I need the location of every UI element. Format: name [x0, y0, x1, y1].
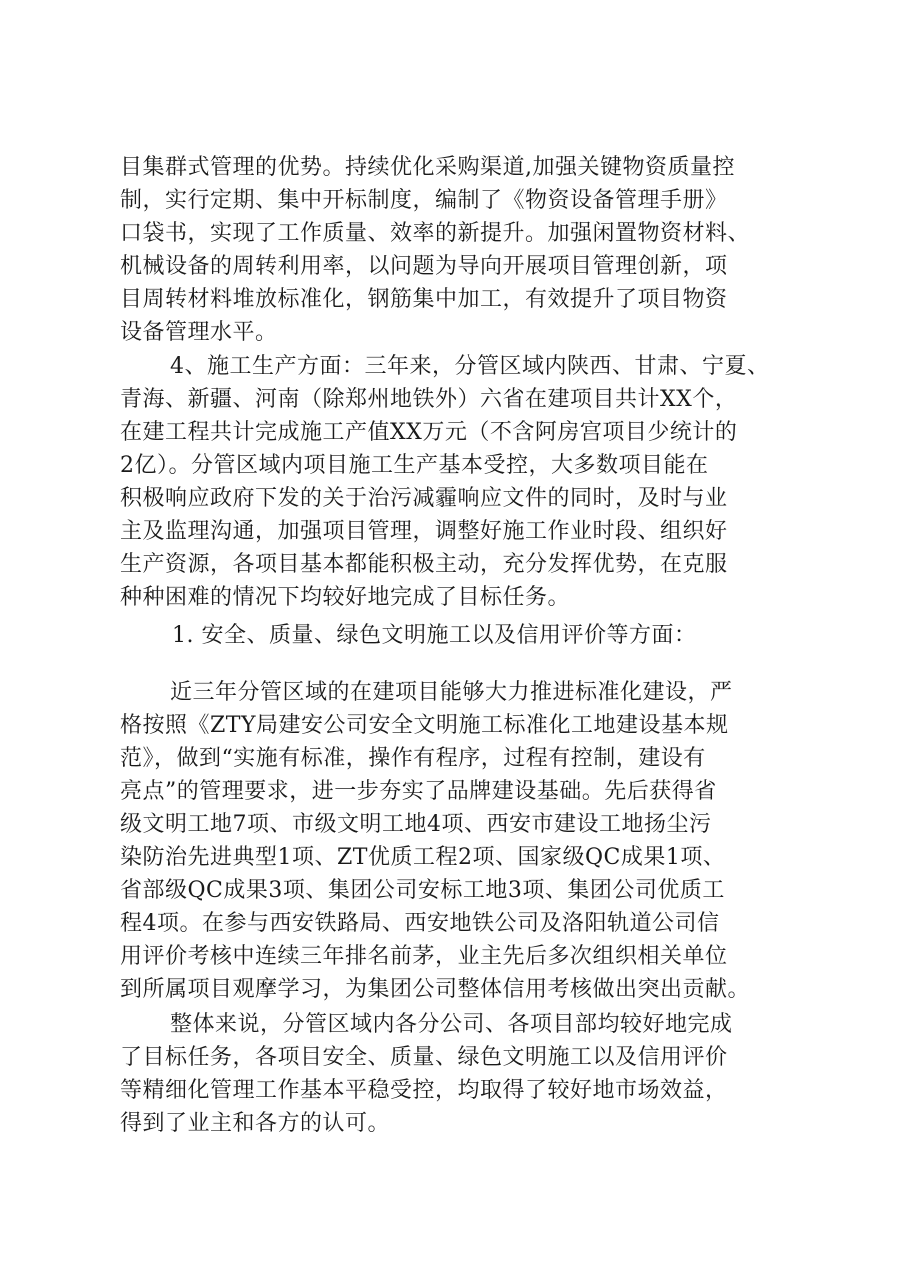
text-line: 等精细化管理工作基本平稳受控，均取得了较好地市场效益， — [120, 1078, 728, 1103]
text-line: 设备管理水平。 — [120, 320, 278, 345]
text-line: 生产资源，各项目基本都能积极主动，充分发挥优势，在克服 — [120, 552, 728, 577]
text-line: 省部级QC成果3项、集团公司安标工地3项、集团公司优质工 — [120, 878, 725, 903]
text-line: 在建工程共计完成施工产值XX万元（不含阿房宫项目少统计的 — [120, 420, 738, 445]
text-line: 目周转材料堆放标准化，钢筋集中加工，有效提升了项目物资 — [120, 287, 728, 312]
text-line: 整体来说，分管区域内各分公司、各项目部均较好地完成 — [170, 1012, 733, 1037]
text-line: 格按照《ZTY局建安公司安全文明施工标准化工地建设基本规 — [120, 713, 729, 738]
text-line: 了目标任务，各项目安全、质量、绿色文明施工以及信用评价 — [120, 1045, 728, 1070]
text-line: 目集群式管理的优势。持续优化采购渠道,加强关键物资质量控 — [120, 155, 735, 180]
text-line: 口袋书，实现了工作质量、效率的新提升。加强闲置物资材料、 — [120, 221, 751, 246]
text-line: 机械设备的周转利用率，以问题为导向开展项目管理创新，项 — [120, 254, 728, 279]
text-line: 主及监理沟通，加强项目管理，调整好施工作业时段、组织好 — [120, 519, 728, 544]
text-line: 4、施工生产方面：三年来，分管区域内陕西、甘肃、宁夏、 — [170, 354, 770, 379]
text-line: 得到了业主和各方的认可。 — [120, 1111, 391, 1136]
text-line: 近三年分管区域的在建项目能够大力推进标准化建设，严 — [170, 680, 733, 705]
text-line: 种种困难的情况下均较好地完成了目标任务。 — [120, 585, 571, 610]
text-line: 到所属项目观摩学习，为集团公司整体信用考核做出突出贡献。 — [120, 977, 751, 1002]
text-line: 亮点”的管理要求，进一步夯实了品牌建设基础。先后获得省 — [120, 779, 717, 804]
text-line: 青海、新疆、河南（除郑州地铁外）六省在建项目共计XX个， — [120, 387, 738, 412]
text-line: 制，实行定期、集中开标制度，编制了《物资设备管理手册》 — [120, 188, 728, 213]
section-heading: 1. 安全、质量、绿色文明施工以及信用评价等方面： — [172, 623, 697, 648]
text-line: 范》，做到“实施有标准，操作有程序，过程有控制，建设有 — [120, 746, 706, 771]
text-line: 程4项。在参与西安铁路局、西安地铁公司及洛阳轨道公司信 — [120, 911, 720, 936]
text-line: 积极响应政府下发的关于治污减霾响应文件的同时，及时与业 — [120, 486, 728, 511]
text-line: 2亿）。分管区域内项目施工生产基本受控，大多数项目能在 — [120, 453, 709, 478]
text-line: 用评价考核中连续三年排名前茅，业主先后多次组织相关单位 — [120, 944, 728, 969]
text-line: 染防治先进典型1项、ZT优质工程2项、国家级QC成果1项、 — [120, 845, 726, 870]
text-line: 级文明工地7项、市级文明工地4项、西安市建设工地扬尘污 — [120, 812, 712, 837]
